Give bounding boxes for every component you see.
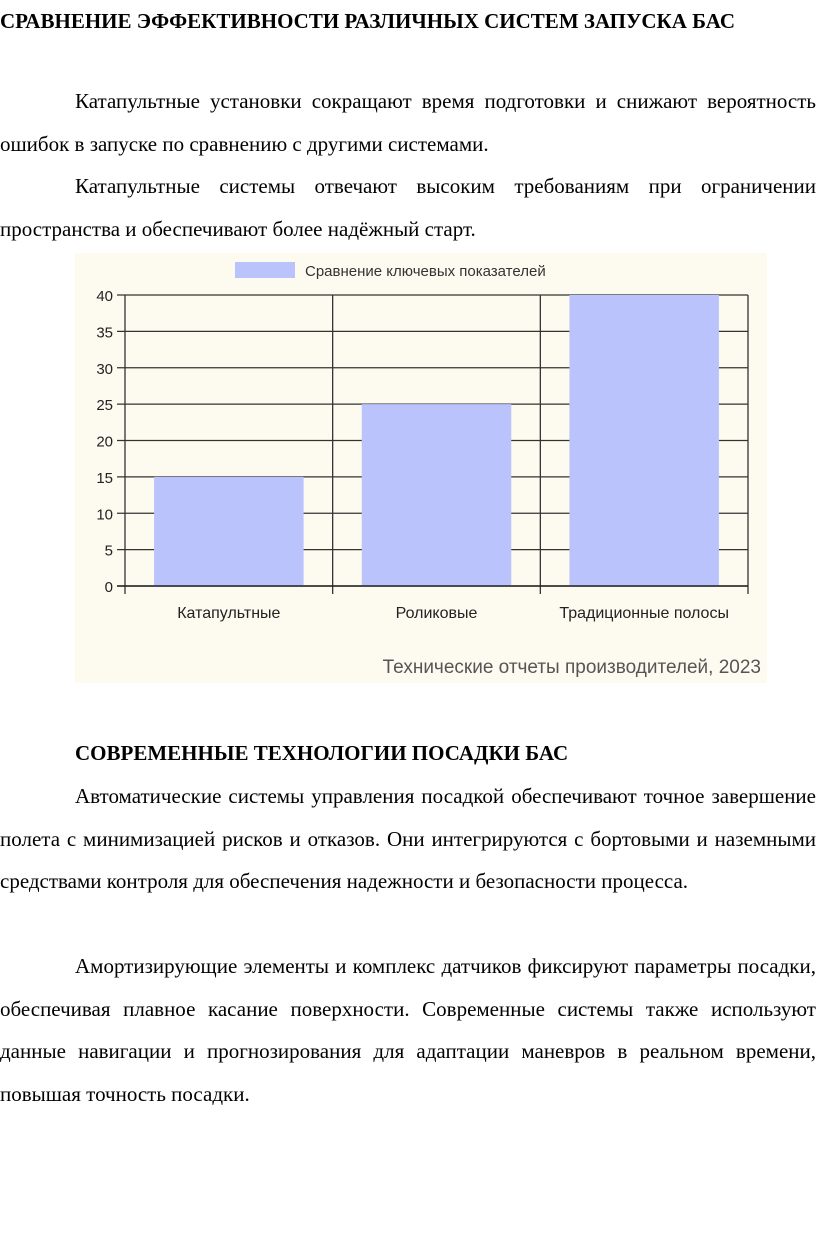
bar [154, 477, 304, 586]
y-tick-label: 20 [96, 433, 113, 451]
y-tick-label: 10 [96, 506, 113, 524]
section1-paragraph-1: Катапультные установки сокращают время подготовки и снижают вероятность ошибок в запуске по сравнению с другими системами. [0, 89, 816, 156]
y-tick-label: 5 [104, 542, 113, 560]
y-tick-label: 15 [96, 469, 113, 487]
y-tick-label: 40 [96, 288, 113, 305]
section1-paragraph-2: Катапультные системы отвечают высоким требованиям при ограничении пространства и обеспечивают более надёжный старт. [0, 174, 816, 241]
section2-heading: СОВРЕМЕННЫЕ ТЕХНОЛОГИИ ПОСАДКИ БАС [75, 741, 569, 765]
y-tick-label: 0 [104, 579, 113, 596]
chart-caption: Технические отчеты производителей, 2023 [382, 657, 761, 678]
legend-swatch [235, 262, 295, 278]
bar-chart [75, 253, 767, 683]
section2-paragraph-2: Амортизирующие элементы и комплекс датчиков фиксируют параметры посадки, обеспечивая плавное касание поверхности. Современные системы также используют данные навигации и прогнозирования для адаптации маневров в реальном времени, повышая точность посадки. [0, 954, 816, 1106]
bar-chart-svg [75, 253, 767, 683]
x-tick-label: Катапультные [177, 605, 281, 622]
legend-label: Сравнение ключевых показателей [305, 263, 546, 280]
y-tick-label: 25 [96, 397, 113, 415]
section2-paragraph-1: Автоматические системы управления посадкой обеспечивают точное завершение полета с минимизацией рисков и отказов. Они интегрируются с бортовыми и наземными средствами контроля для обеспечения надежности и безопасности процесса. [0, 784, 816, 893]
y-tick-label: 35 [96, 324, 113, 342]
x-tick-label: Роликовые [395, 605, 478, 622]
x-tick-label: Традиционные полосы [559, 605, 729, 622]
bar [569, 295, 719, 586]
y-tick-label: 30 [96, 360, 113, 378]
bar [362, 404, 512, 586]
section1-heading: СРАВНЕНИЕ ЭФФЕКТИВНОСТИ РАЗЛИЧНЫХ СИСТЕМ ЗАПУСКА БАС [0, 9, 736, 33]
